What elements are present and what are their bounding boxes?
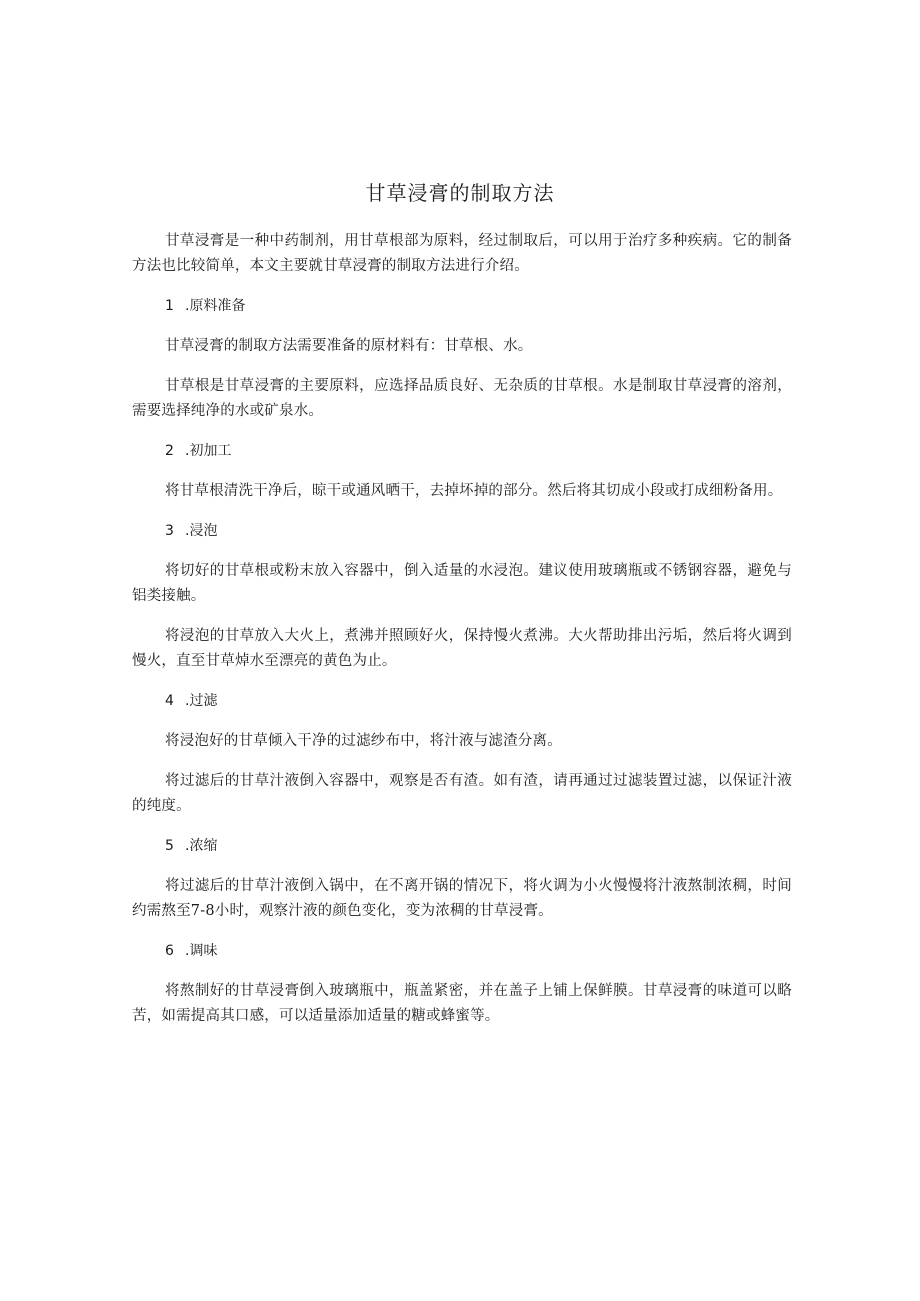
paragraph: 将过滤后的甘草汁液倒入锅中，在不离开锅的情况下，将火调为小火慢慢将汁液熬制浓稠，时间约需熬至7-8小时，观察汁液的颜色变化，变为浓稠的甘草浸膏。 [132, 878, 792, 919]
paragraph: 将熬制好的甘草浸膏倒入玻璃瓶中，瓶盖紧密，并在盖子上铺上保鲜膜。甘草浸膏的味道可以略苦，如需提高其口感，可以适量添加适量的糖或蜂蜜等。 [132, 983, 792, 1024]
section-number: 6 [165, 943, 174, 959]
section-title: .浸泡 [185, 523, 218, 539]
paragraph: 将甘草根清洗干净后，晾干或通风晒干，去掉坏掉的部分。然后将其切成小段或打成细粉备用。 [165, 483, 783, 499]
paragraph: 将过滤后的甘草汁液倒入容器中，观察是否有渣。如有渣，请再通过过滤装置过滤，以保证汁液的纯度。 [132, 773, 792, 814]
section-heading-1 [132, 294, 792, 318]
paragraph: 将浸泡好的甘草倾入干净的过滤纱布中，将汁液与滤渣分离。 [165, 733, 562, 749]
section-title: .调味 [185, 943, 218, 959]
section-number: 3 [165, 523, 174, 539]
section-heading-4 [132, 689, 792, 713]
section-number: 4 [165, 693, 174, 709]
section-title: .过滤 [185, 693, 218, 709]
section-number: 2 [165, 443, 174, 459]
paragraph: 将切好的甘草根或粉末放入容器中，倒入适量的水浸泡。建议使用玻璃瓶或不锈钢容器，避免与铝类接触。 [132, 563, 792, 604]
section-number: 5 [165, 838, 174, 854]
intro-paragraph: 甘草浸膏是一种中药制剂，用甘草根部为原料，经过制取后，可以用于治疗多种疾病。它的制备方法也比较简单，本文主要就甘草浸膏的制取方法进行介绍。 [132, 233, 792, 274]
section-title: .初加工 [185, 443, 232, 459]
document-title: 甘草浸膏的制取方法 [365, 181, 555, 205]
section-title: .浓缩 [185, 838, 218, 854]
document-body [132, 229, 792, 1044]
section-title: .原料准备 [185, 298, 246, 314]
paragraph: 甘草浸膏的制取方法需要准备的原材料有：甘草根、水。 [165, 338, 533, 354]
section-heading-5 [132, 834, 792, 858]
section-heading-3 [132, 519, 792, 543]
section-heading-2 [132, 439, 792, 463]
paragraph: 将浸泡的甘草放入大火上，煮沸并照顾好火，保持慢火煮沸。大火帮助排出污垢，然后将火调到慢火，直至甘草焯水至漂亮的黄色为止。 [132, 628, 792, 669]
paragraph: 甘草根是甘草浸膏的主要原料，应选择品质良好、无杂质的甘草根。水是制取甘草浸膏的溶剂，需要选择纯净的水或矿泉水。 [132, 378, 792, 419]
section-heading-6 [132, 939, 792, 963]
section-number: 1 [165, 298, 174, 314]
